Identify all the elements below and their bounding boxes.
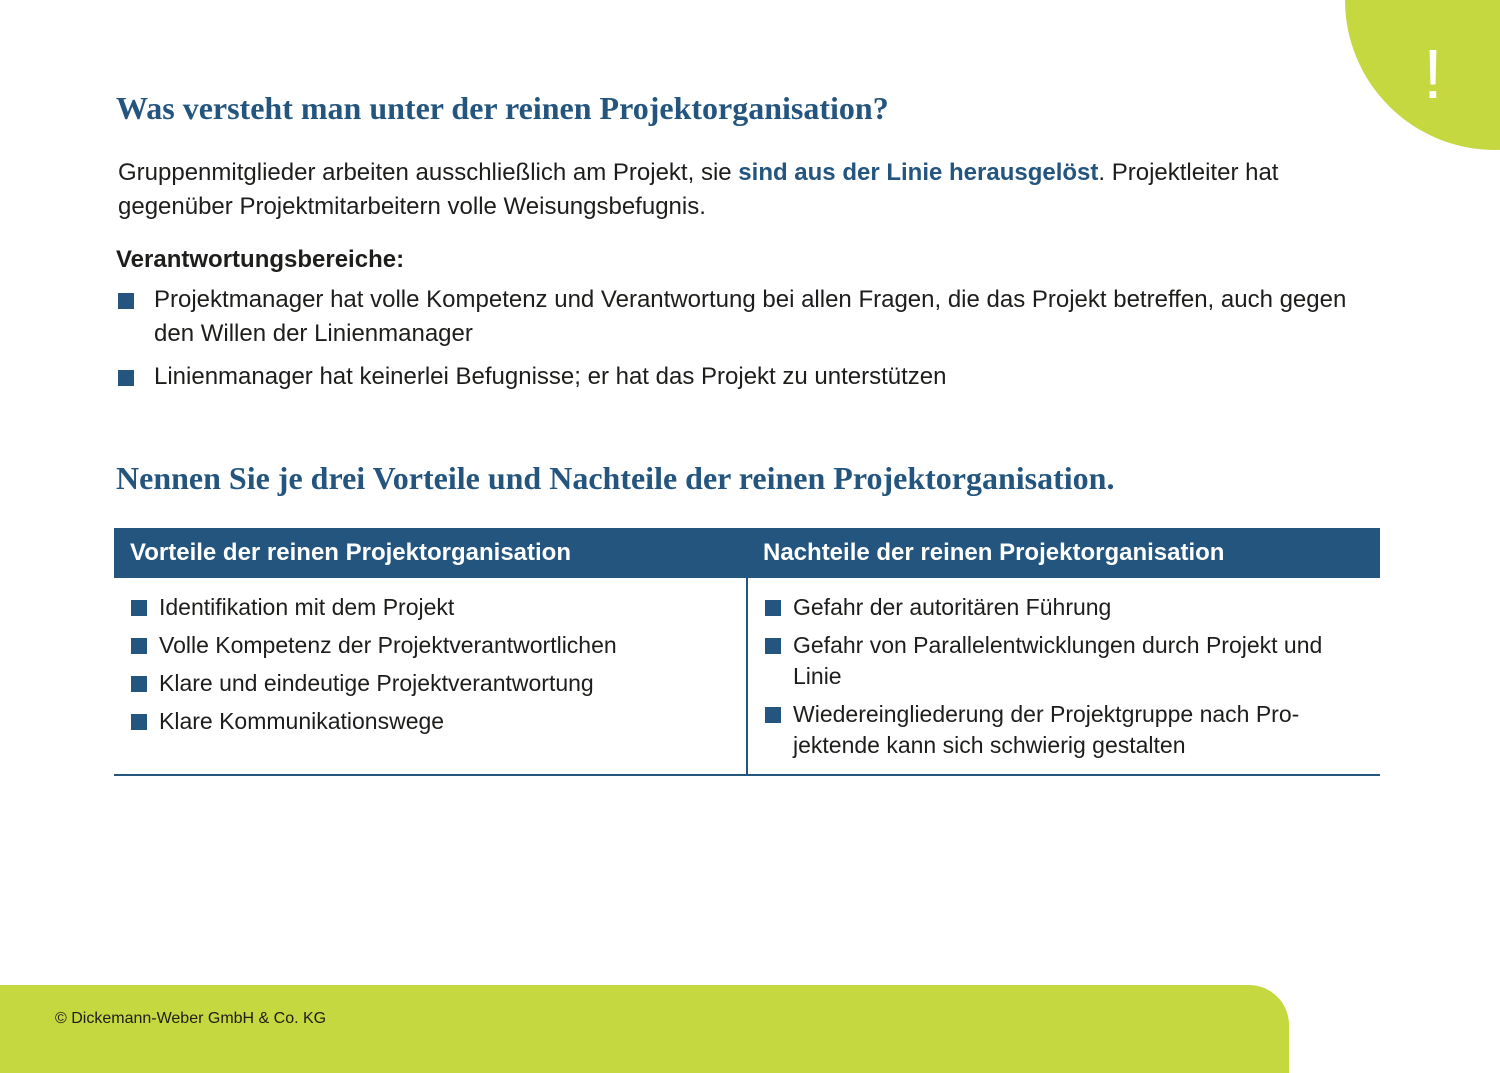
list-item [130,706,732,737]
disadvantages-header: Nachteile der reinen Projektorganisation [747,528,1380,578]
footer-bar [0,985,1289,1073]
disadvantages-cell [747,578,1380,775]
list-item [764,699,1366,761]
list-item-text: Projektmanager hat volle Kompetenz und Verantwortung bei allen Fragen, die das Projekt betreffen, auch gegen den Willen der Linienmanager [154,286,1347,347]
disadvantage-text: Wiedereingliederung der Projektgruppe nach Pro-jektende kann sich schwierig gestalten [793,701,1300,758]
square-bullet-icon [118,293,134,309]
exclamation-mark: ! [1423,35,1443,113]
responsibilities-heading: Verantwortungsbereiche: [116,246,405,273]
question-title-2: Nennen Sie je drei Vorteile und Nachteile der reinen Projektorganisation. [116,460,1115,496]
square-bullet-icon [131,638,147,654]
list-item [130,592,732,623]
copyright-notice: © Dickemann-Weber GmbH & Co. KG [55,1010,327,1027]
square-bullet-icon [765,600,781,616]
square-bullet-icon [131,714,147,730]
square-bullet-icon [765,707,781,723]
intro-highlight: sind aus der Linie herausgelöst [738,159,1099,186]
advantage-text: Klare und eindeutige Projektverantwortung [159,670,594,696]
question-title-1: Was versteht man unter der reinen Projektorganisation? [116,90,889,126]
advantage-text: Identifikation mit dem Projekt [159,594,455,620]
intro-text-before: Gruppenmitglieder arbeiten ausschließlich am Projekt, sie [118,159,739,186]
list-item [764,630,1366,692]
square-bullet-icon [765,638,781,654]
advantages-list [130,592,732,737]
advantage-text: Klare Kommunikationswege [159,708,445,734]
pros-cons-table [114,528,1380,776]
square-bullet-icon [118,370,134,386]
advantages-cell [114,578,747,775]
table-header-row [114,528,1380,578]
advantage-text: Volle Kompetenz der Projektverantwortlichen [159,632,617,658]
square-bullet-icon [131,600,147,616]
list-item [764,592,1366,623]
list-item [130,630,732,661]
list-item [130,668,732,699]
table-row [114,578,1380,775]
advantages-header: Vorteile der reinen Projektorganisation [114,528,747,578]
disadvantage-text: Gefahr von Parallelentwicklungen durch Projekt und Linie [793,632,1323,689]
responsibilities-list [116,283,1391,403]
square-bullet-icon [131,676,147,692]
list-item-text: Linienmanager hat keinerlei Befugnisse; er hat das Projekt zu unterstützen [154,363,947,390]
disadvantage-text: Gefahr der autoritären Führung [793,594,1112,620]
list-item [116,283,1391,351]
disadvantages-list [764,592,1366,761]
list-item [116,360,1391,394]
intro-text-after: . Projektleiter hat gegenüber Projektmitarbeitern volle Weisungsbefugnis. [118,159,1279,220]
intro-paragraph [118,156,1388,224]
